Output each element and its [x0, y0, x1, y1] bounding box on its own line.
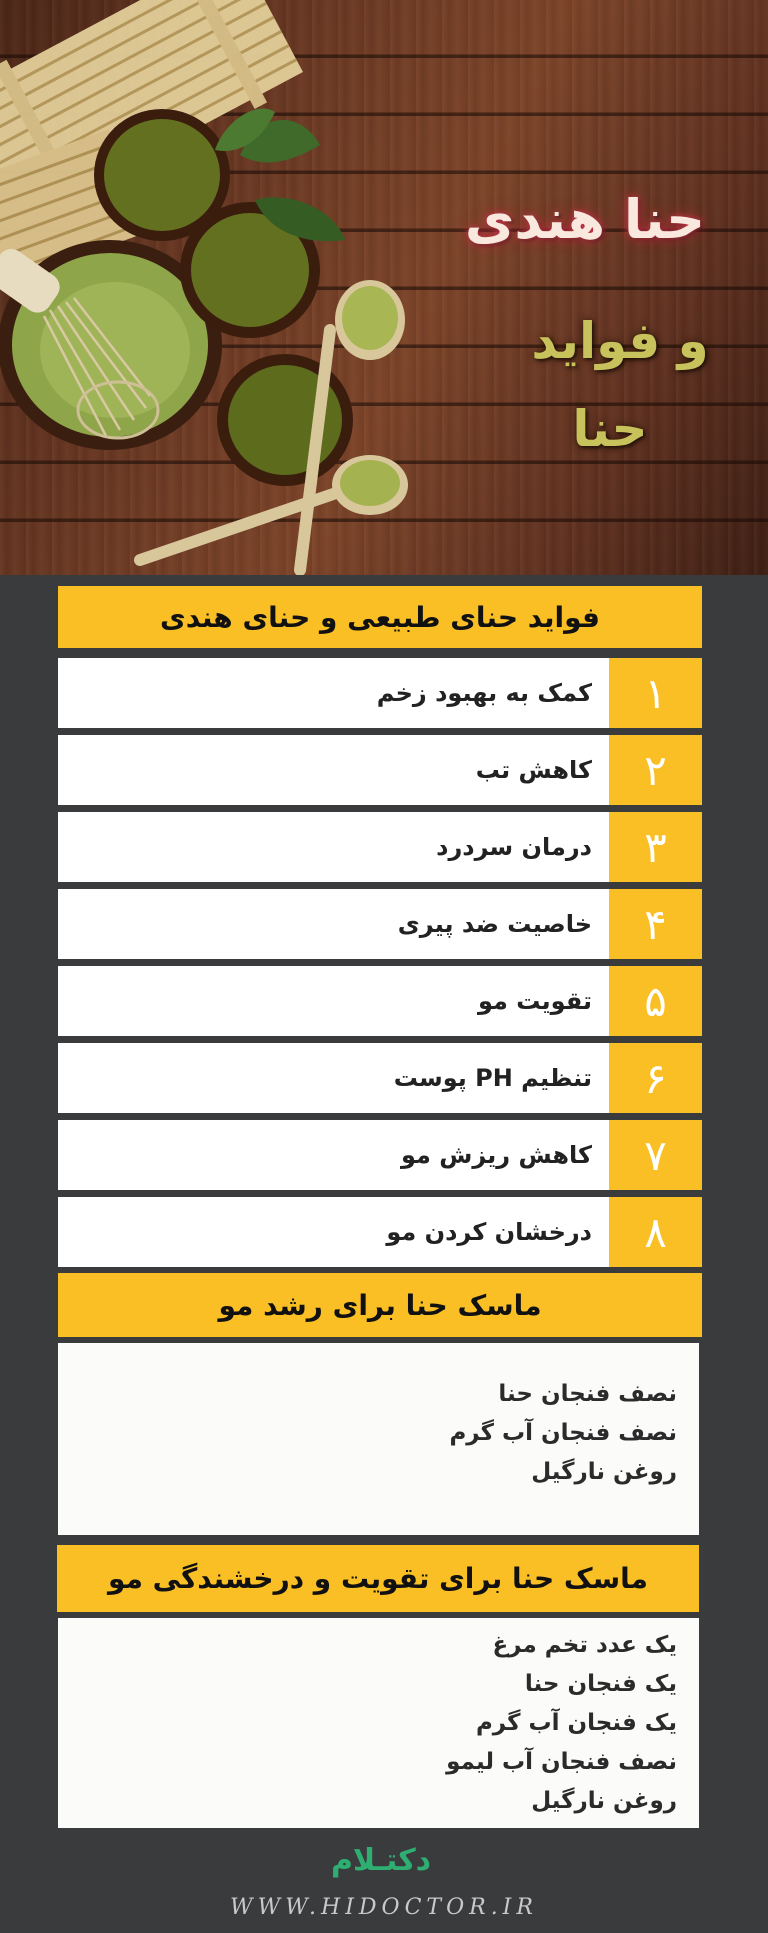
benefit-row [58, 889, 702, 959]
ingredient-item: یک فنجان حنا [524, 1671, 677, 1697]
benefits-heading: فواید حنای طبیعی و حنای هندی [58, 586, 702, 648]
benefit-row [58, 1043, 702, 1113]
benefit-row [58, 1197, 702, 1267]
ingredient-item: روغن نارگیل [531, 1459, 677, 1485]
benefit-row [58, 966, 702, 1036]
benefit-label: درخشان کردن مو [386, 1218, 592, 1246]
benefit-label: تقویت مو [477, 987, 592, 1015]
benefit-label: درمان سردرد [436, 833, 592, 861]
hero-title: حنا هندی [464, 188, 706, 251]
benefit-number: ۷ [609, 1120, 702, 1190]
brand-logo: دکتـلام [330, 1843, 432, 1878]
mask-growth-heading: ماسک حنا برای رشد مو [58, 1273, 702, 1337]
benefit-row [58, 658, 702, 728]
benefit-number: ۶ [609, 1043, 702, 1113]
hero-subtitle-line2: حنا [572, 400, 648, 458]
benefit-number: ۳ [609, 812, 702, 882]
benefit-label: کاهش ریزش مو [400, 1141, 592, 1169]
benefit-label: خاصیت ضد پیری [397, 910, 592, 938]
hero-banner [0, 0, 768, 575]
ingredient-item: نصف فنجان آب گرم [449, 1420, 677, 1446]
ingredient-item: یک عدد تخم مرغ [492, 1632, 677, 1658]
hero-illustration [0, 0, 768, 575]
benefit-row [58, 735, 702, 805]
benefit-number: ۵ [609, 966, 702, 1036]
mask-growth-ingredients [58, 1343, 699, 1535]
benefit-number: ۴ [609, 889, 702, 959]
benefit-label: کمک به بهبود زخم [376, 679, 592, 707]
ingredient-item: نصف فنجان آب لیمو [446, 1749, 677, 1775]
benefit-row [58, 1120, 702, 1190]
mask-shine-heading: ماسک حنا برای تقویت و درخشندگی مو [57, 1545, 699, 1612]
benefit-number: ۱ [609, 658, 702, 728]
website-url[interactable]: WWW.HIDOCTOR.IR [230, 1895, 538, 1920]
benefit-label: تنظیم PH پوست [393, 1064, 592, 1092]
ingredient-item: روغن نارگیل [531, 1788, 677, 1814]
benefit-number: ۸ [609, 1197, 702, 1267]
ingredient-item: یک فنجان آب گرم [475, 1710, 677, 1736]
benefit-row [58, 812, 702, 882]
mask-shine-ingredients [58, 1618, 699, 1828]
benefit-number: ۲ [609, 735, 702, 805]
hero-subtitle-line1: و فواید [531, 312, 709, 370]
ingredient-item: نصف فنجان حنا [498, 1381, 677, 1407]
benefit-label: کاهش تب [475, 756, 592, 784]
